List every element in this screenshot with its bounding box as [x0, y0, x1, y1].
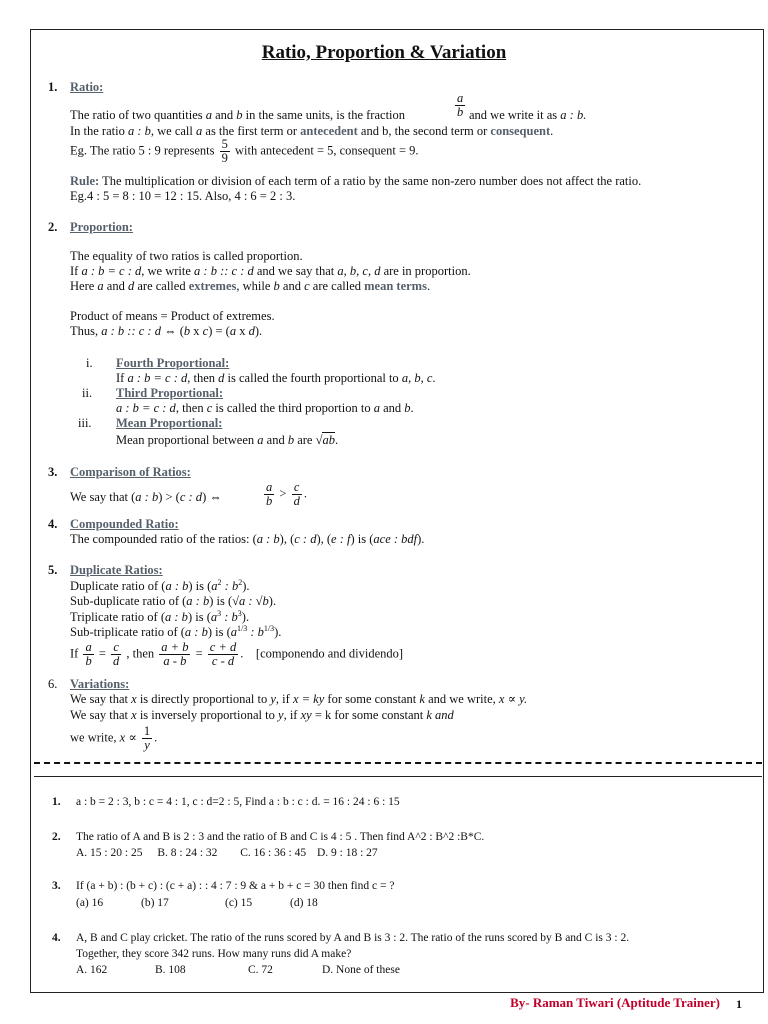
antecedent-line: In the ratio a : b, we call a as the first term or antecedent and b, the second term or consequent.: [70, 124, 554, 138]
option: (a) 16: [76, 897, 104, 909]
comparison-line: We say that (a : b) > (c : d) ⇔: [70, 490, 222, 504]
page-title: Ratio, Proportion & Variation: [261, 42, 507, 63]
compounded-ratio-text: The compounded ratio of the ratios: (a : b), (c : d), (e : f) is (ace : bdf).: [70, 532, 425, 546]
section-5-number: 5.: [48, 563, 58, 577]
option: D. 9 : 18 : 27: [316, 847, 378, 859]
question-1-number: 1.: [52, 796, 61, 808]
rule-example-line: Eg.4 : 5 = 8 : 10 = 12 : 15. Also, 4 : 6 = 2 : 3.: [70, 189, 296, 203]
third-proportional-text: a : b = c : d, then c is called the third proportion to a and b.: [116, 401, 414, 415]
ratio-notation-line: and we write it as a : b.: [469, 108, 587, 122]
sub-duplicate-ratio-line: Sub-duplicate ratio of (a : b) is (√a : √b).: [70, 594, 277, 608]
option: (c) 15: [225, 897, 253, 909]
fourth-proportional-text: If a : b = c : d, then d is called the fourth proportional to a, b, c.: [116, 371, 436, 385]
fourth-proportional-heading: Fourth Proportional:: [116, 356, 230, 370]
fraction-a-over-b: $\frac{a}{b}$: [457, 91, 464, 120]
extremes-means-line: Here a and d are called extremes, while b and c are called mean terms.: [70, 279, 431, 293]
section-6-number: 6.: [48, 677, 58, 691]
question-2-options: [76, 847, 378, 861]
ratio-definition-line: The ratio of two quantities a and b in the same units, is the fraction: [70, 108, 406, 122]
question-4-number: 4.: [52, 932, 61, 944]
rule-line: Rule: The multiplication or division of each term of a ratio by the same non-zero number does not affect the ratio.: [70, 174, 642, 188]
dashed-separator: [34, 762, 762, 767]
question-3-number: 3.: [52, 880, 61, 892]
option: A. 15 : 20 : 25: [76, 847, 143, 859]
mean-proportional-text: Mean proportional between a and b are √ab.: [116, 433, 339, 447]
question-2-text: The ratio of A and B is 2 : 3 and the ratio of B and C is 4 : 5 . Then find A^2 : B^2 :B*C.: [76, 831, 485, 843]
option: A. 162: [76, 964, 108, 976]
direct-variation-line: We say that x is directly proportional to y, if x = ky for some constant k and we write, x ∝ y.: [70, 692, 528, 706]
product-rule-formula: Thus, a : b :: c : d ⇔ (b x c) = (a x d).: [70, 324, 263, 338]
option: D. None of these: [322, 964, 400, 976]
mean-proportional-heading: Mean Proportional:: [116, 416, 223, 430]
inverse-variation-notation: we write, x ∝ $\frac{1}{y}$ .: [70, 724, 158, 753]
option: B. 8 : 24 : 32: [157, 847, 218, 859]
option: B. 108: [155, 964, 186, 976]
section-3-number: 3.: [48, 465, 58, 479]
section-5-heading: Duplicate Ratios:: [70, 563, 163, 577]
product-rule: Product of means = Product of extremes.: [70, 309, 275, 323]
ratio-example-line: Eg. The ratio 5 : 9 represents $\frac{5}{9}$ with antecedent = 5, consequent = 9.: [70, 137, 419, 166]
option: (b) 17: [141, 897, 169, 909]
section-3-heading: Comparison of Ratios:: [70, 465, 191, 479]
componendo-dividendo-line: If $\frac{a}{b}$ = $\frac{c}{d}$ , then $\frac{a + b}{a - b}$ = $\frac{c + d}{c - d}$ . [componendo and dividendo]: [70, 640, 404, 669]
subsection-iii-number: iii.: [78, 416, 92, 430]
question-2-number: 2.: [52, 831, 61, 843]
subsection-ii-number: ii.: [82, 386, 93, 400]
question-4-text-line-2: Together, they score 342 runs. How many runs did A make?: [76, 948, 352, 960]
duplicate-ratio-line: Duplicate ratio of (a : b) is ($a^2$ : $b^2$).: [70, 578, 250, 594]
comparison-fractions: $\frac{a}{b}$ > $\frac{c}{d}$ .: [266, 480, 307, 509]
third-proportional-heading: Third Proportional:: [116, 386, 224, 400]
option: C. 16 : 36 : 45: [240, 847, 307, 859]
sub-triplicate-ratio-line: Sub-triplicate ratio of (a : b) is ($a^{1/3}$ : $b^{1/3}$).: [70, 624, 282, 640]
page-number: 1: [736, 997, 742, 1011]
proportion-notation: If a : b = c : d, we write a : b :: c : d and we say that a, b, c, d are in proportion.: [70, 264, 471, 278]
proportion-definition: The equality of two ratios is called proportion.: [70, 249, 303, 263]
question-1-text: a : b = 2 : 3, b : c = 4 : 1, c : d=2 : 5, Find a : b : c : d. = 16 : 24 : 6 : 15: [76, 796, 400, 808]
sqrt-symbol: √: [315, 433, 323, 447]
triplicate-ratio-line: Triplicate ratio of (a : b) is ($a^3$ : $b^3$).: [70, 609, 250, 625]
section-2-number: 2.: [48, 220, 58, 234]
section-4-heading: Compounded Ratio:: [70, 517, 179, 531]
subsection-i-number: i.: [86, 356, 93, 370]
section-1-number: 1.: [48, 80, 58, 94]
section-2-heading: Proportion:: [70, 220, 133, 234]
section-6-heading: Variations:: [70, 677, 130, 691]
section-4-number: 4.: [48, 517, 58, 531]
option: C. 72: [248, 964, 273, 976]
author-footer: By- Raman Tiwari (Aptitude Trainer): [510, 995, 720, 1010]
question-4-text: A, B and C play cricket. The ratio of the runs scored by A and B is 3 : 2. The ratio of the runs scored by B and C is 3 : 2.: [76, 932, 630, 944]
solid-separator: [34, 776, 762, 777]
inverse-variation-line: We say that x is inversely proportional to y, if xy = k for some constant k and: [70, 708, 454, 722]
option: (d) 18: [290, 897, 318, 909]
section-1-heading: Ratio:: [70, 80, 104, 94]
question-3-text: If (a + b) : (b + c) : (c + a) : : 4 : 7 : 9 & a + b + c = 30 then find c = ?: [76, 880, 395, 892]
